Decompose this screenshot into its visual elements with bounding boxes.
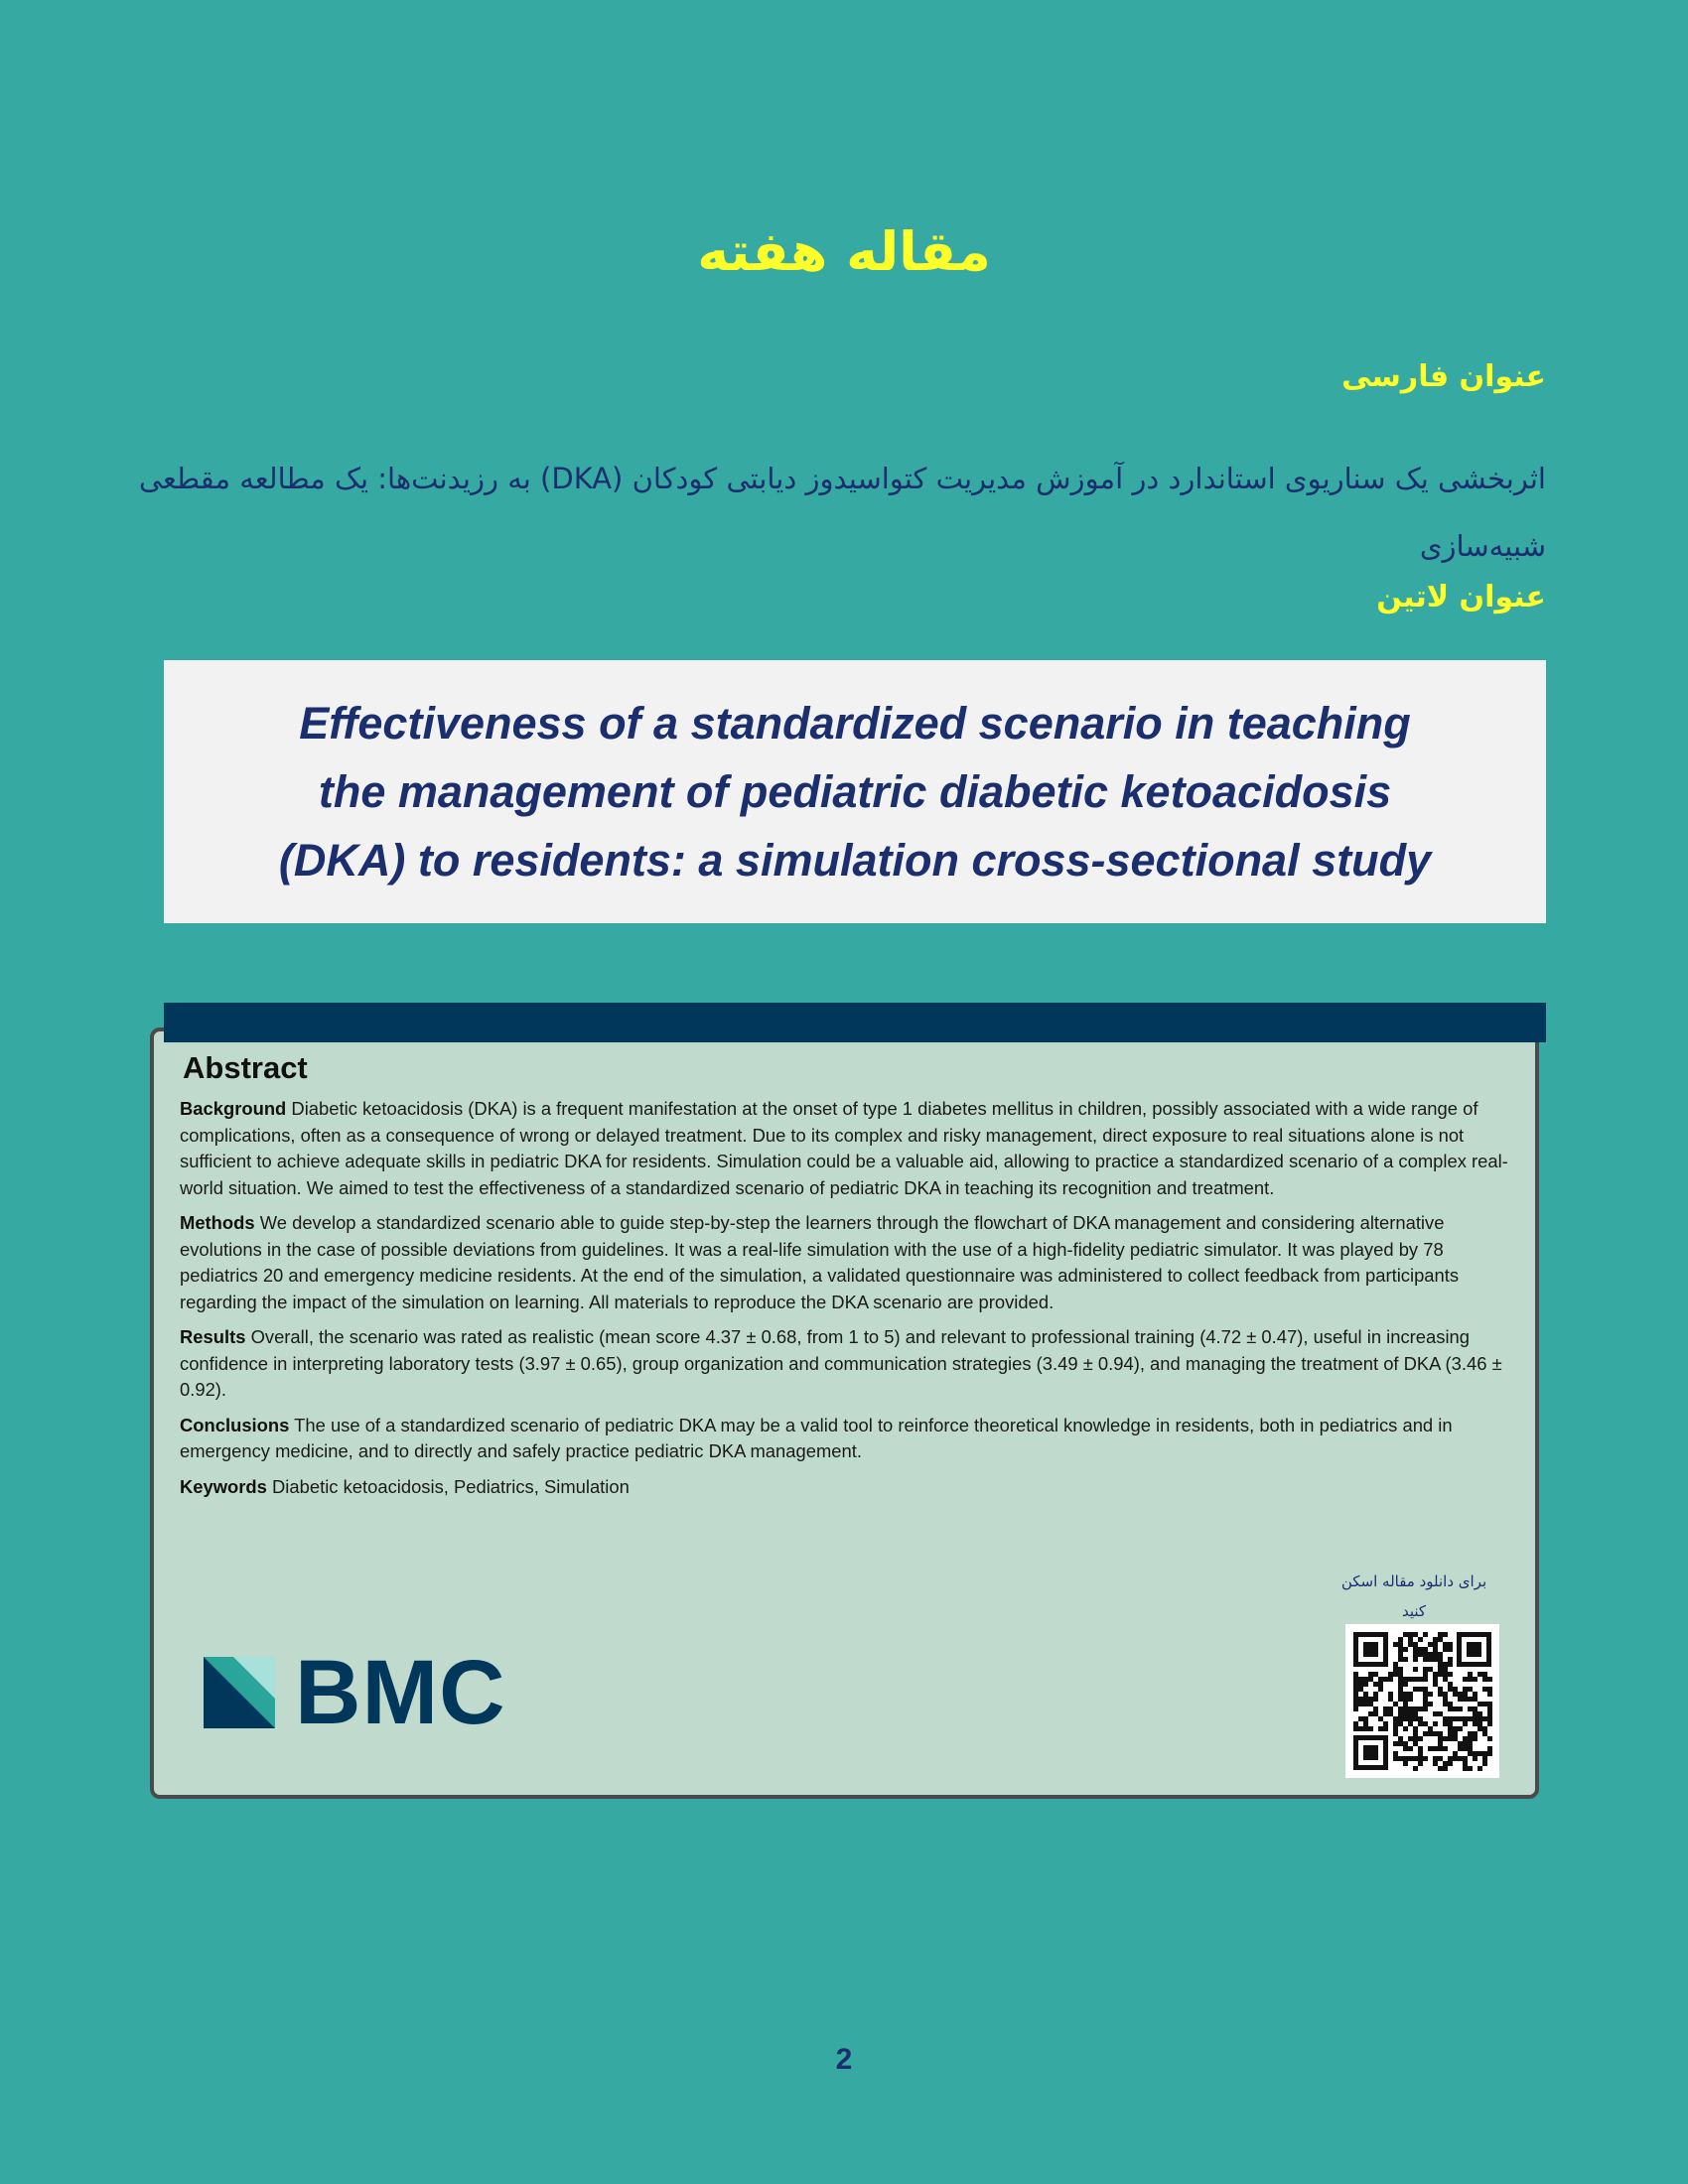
abstract-results — [180, 1324, 1518, 1404]
page-number: 2 — [835, 2043, 853, 2076]
abstract-conclusions — [180, 1413, 1518, 1465]
background-label: Background — [180, 1098, 287, 1119]
abstract-keywords — [180, 1474, 1518, 1501]
english-title-box — [164, 660, 1546, 923]
methods-text: We develop a standardized scenario able to guide step-by-step the learners through the flowchart of DKA management and considering alternative evolutions in the case of possible deviations from guidelines. It was a real-life simulation with the use of a high-fidelity pediatric simulator. It was played by 78 pediatrics 20 and emergency medicine residents. At the end of the simulation, a validated questionnaire was administered to collect feedback from participants regarding the impact of the simulation on learning. All materials to reproduce the DKA scenario are provided. — [180, 1212, 1460, 1312]
qr-caption: برای دانلود مقاله اسکن کنید — [1340, 1572, 1487, 1620]
keywords-text: Diabetic ketoacidosis, Pediatrics, Simulation — [272, 1475, 630, 1497]
abstract-heading: Abstract — [183, 1050, 308, 1085]
bmc-logo-icon — [204, 1657, 275, 1728]
methods-label: Methods — [180, 1212, 255, 1233]
qr-code-icon[interactable] — [1345, 1624, 1499, 1778]
abstract-methods — [180, 1210, 1518, 1315]
bmc-logo — [204, 1642, 506, 1743]
abstract-header-band — [164, 1003, 1546, 1042]
persian-title: اثربخشی یک سناریوی استاندارد در آموزش مدیریت کتواسیدوز دیابتی کودکان (DKA) به رزیدنت‌ها: یک مطالعه مقطعی شبیه‌سازی — [138, 462, 1546, 563]
abstract-background — [180, 1096, 1518, 1201]
english-title: Effectiveness of a standardized scenario in teaching the management of pediatric diabetic ketoacidosis (DKA) to residents: a simulation cross-sectional study — [278, 698, 1432, 886]
conclusions-text: The use of a standardized scenario of pediatric DKA may be a valid tool to reinforce theoretical knowledge in residents, both in pediatrics and in emergency medicine, and to directly and safely practice pediatric DKA management. — [180, 1414, 1453, 1461]
results-label: Results — [180, 1326, 246, 1347]
conclusions-label: Conclusions — [180, 1414, 290, 1435]
latin-title-label: عنوان لاتین — [1376, 580, 1546, 614]
persian-title-label: عنوان فارسی — [1341, 359, 1546, 394]
keywords-label: Keywords — [180, 1475, 267, 1497]
page-heading: مقاله هفته — [697, 220, 991, 283]
background-text: Diabetic ketoacidosis (DKA) is a frequent manifestation at the onset of type 1 diabetes mellitus in children, possibly associated with a wide range of complications, often as a consequence of wrong or delayed treatment. Due to its complex and risky management, direct exposure to real situations alone is not sufficient to achieve adequate skills in pediatric DKA for residents. Simulation could be a valuable aid, allowing to practice a standardized scenario of a complex real-world situation. We aimed to test the effectiveness of a standardized scenario of pediatric DKA in teaching its recognition and treatment. — [180, 1098, 1508, 1198]
results-text: Overall, the scenario was rated as realistic (mean score 4.37 ± 0.68, from 1 to 5) and relevant to professional training (4.72 ± 0.47), useful in increasing confidence in interpreting laboratory tests (3.97 ± 0.65), group organization and communication strategies (3.49 ± 0.94), and managing the treatment of DKA (3.46 ± 0.92). — [180, 1326, 1502, 1400]
abstract-body — [180, 1096, 1518, 1509]
bmc-logo-text: BMC — [295, 1642, 506, 1743]
